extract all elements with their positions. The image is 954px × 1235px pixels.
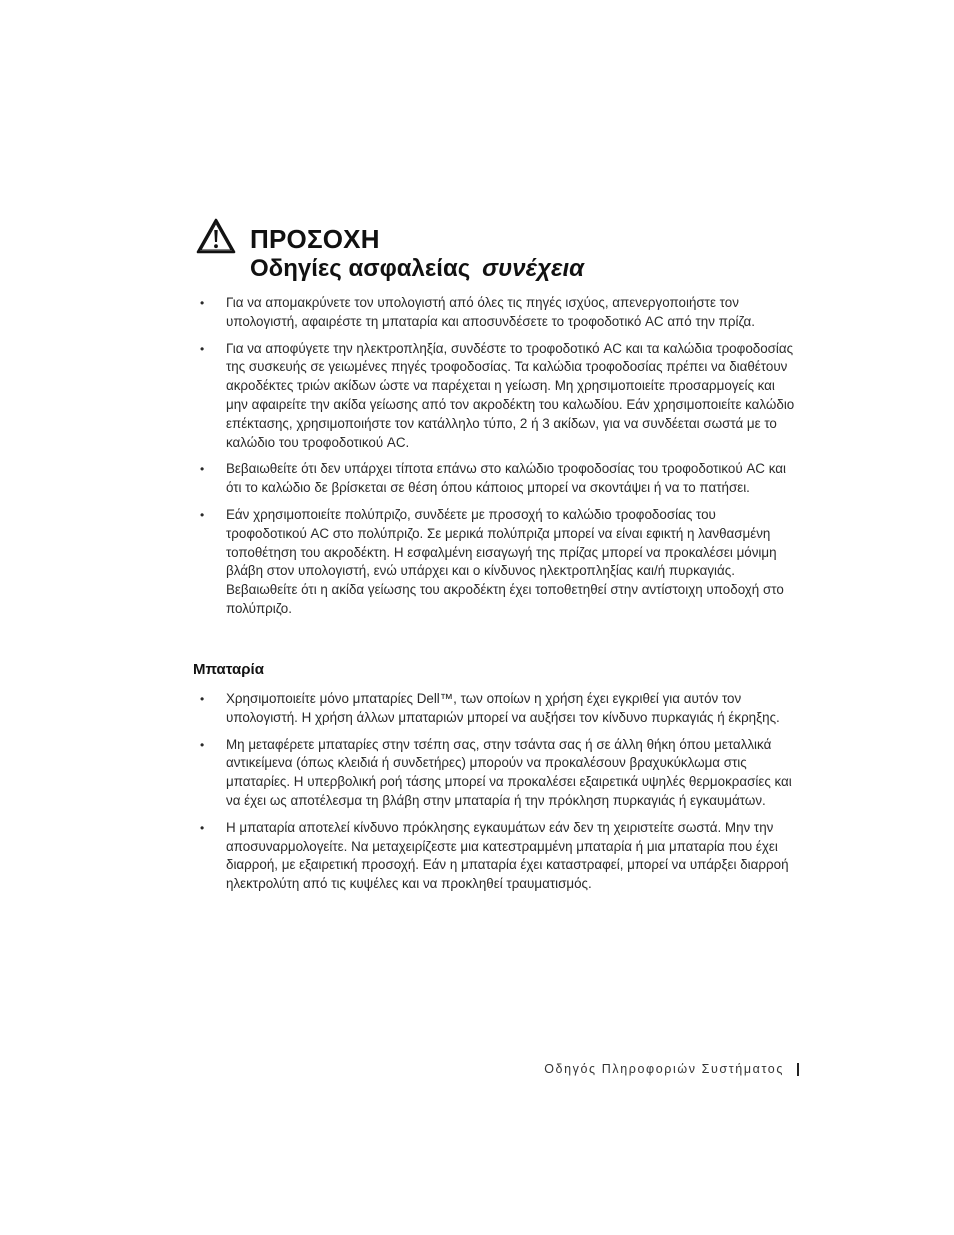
list-item (200, 506, 800, 619)
bullet-icon: • (200, 296, 205, 310)
list-item-text: Χρησιμοποιείτε μόνο μπαταρίες Dell™, των οποίων η χρήση έχει εγκριθεί για αυτόν τον υπολογιστή. Η χρήση άλλων μπαταριών μπορεί να αυξήσει τον κίνδυνο πυρκαγιάς ή έκρηξης. (226, 691, 780, 725)
bullet-icon: • (200, 507, 205, 522)
bullet-icon: • (200, 341, 205, 356)
footer-divider (797, 1063, 799, 1076)
battery-section-title: Μπαταρία (193, 661, 264, 678)
continued-label: συνέχεια (482, 255, 585, 282)
list-item (200, 460, 800, 498)
warning-triangle-icon (196, 218, 236, 254)
bullet-icon: • (200, 692, 205, 706)
list-item-text: Η μπαταρία αποτελεί κίνδυνο πρόκλησης εγκαυμάτων εάν δεν τη χειριστείτε σωστά. Μην την αποσυναρμολογείτε. Να μεταχειρίζεστε μια κατεστραμμένη μπαταρία ή μια μπαταρία που έχει διαρροή, με εξαιρετική προσοχή. Εάν η μπαταρία έχει καταστραφεί, μπορεί να υπάρξει διαρροή ηλεκτρολύτη από τις κυψέλες και να προκληθεί τραυματισμός. (226, 819, 789, 892)
battery-bullet-list (200, 690, 800, 902)
list-item (200, 294, 800, 332)
bullet-icon: • (200, 820, 205, 835)
bullet-icon: • (200, 462, 205, 477)
list-item (200, 736, 800, 811)
list-item-text: Εάν χρησιμοποιείτε πολύπριζο, συνδέετε με προσοχή το καλώδιο τροφοδοσίας του τροφοδοτικού AC στο πολύπριζο. Σε μερικά πολύπριζα μπορεί να είναι εφικτή η λανθασμένη τοποθέτηση του ακροδέκτη. Η εσφαλμένη εισαγωγή της πρίζας μπορεί να προκαλέσει μόνιμη βλάβη στον υπολογιστή, ενώ υπάρχει και ο κίνδυνος ηλεκτροπληξίας και/ή πυρκαγιάς. Βεβαιωθείτε ότι η ακίδα γείωσης του ακροδέκτη έχει τοποθετηθεί στην αντίστοιχη υποδοχή στο πολύπριζο. (226, 506, 784, 616)
list-item-text: Μη μεταφέρετε μπαταρίες στην τσέπη σας, στην τσάντα σας ή σε άλλη θήκη όπου μεταλλικά αντικείμενα (όπως κλειδιά ή συνδετήρες) μπορούν να προκαλέσουν βραχυκύκλωμα στις μπαταρίες. Η υπερβολική ροή τάσης μπορεί να προκαλέσει εξαιρετικά υψηλές θερμοκρασίες και να έχει ως αποτέλεσμα τη βλάβη στην μπαταρία ή την πρόκληση πυρκαγιάς ή εγκαυμάτων. (226, 736, 792, 808)
subtitle-text: Οδηγίες ασφαλείας (250, 255, 471, 282)
safety-bullet-list (200, 294, 800, 627)
list-item-text: Για να αποφύγετε την ηλεκτροπληξία, συνδέστε το τροφοδοτικό AC και τα καλώδια τροφοδοσίας της συσκευής σε γειωμένες πηγές τροφοδοσίας. Τα καλώδια τροφοδοσίας πρέπει να διαθέτουν ακροδέκτες τριών ακίδων ώστε να παρέχεται η γείωση. Μη χρησιμοποιείτε προσαρμογείς και μην αφαιρείτε την ακίδα γείωσης από τον ακροδέκτη του καλωδίου. Εάν χρησιμοποιείτε καλώδιο επέκτασης, χρησιμοποιήστε τον κατάλληλο τύπο, 2 ή 3 ακίδων, για να συνδέεται σωστά με το καλώδιο του τροφοδοτικού AC. (226, 340, 795, 450)
page-footer: Οδηγός Πληροφοριών Συστήματος (544, 1062, 784, 1076)
page-heading (250, 224, 584, 284)
caution-title: ΠΡΟΣΟΧΗ (250, 224, 380, 254)
list-item-text: Βεβαιωθείτε ότι δεν υπάρχει τίποτα επάνω στο καλώδιο τροφοδοσίας του τροφοδοτικού AC και ότι το καλώδιο δε βρίσκεται σε θέση όπου κάποιος μπορεί να σκοντάψει ή να το πατήσει. (226, 461, 786, 496)
bullet-icon: • (200, 737, 205, 752)
list-item (200, 690, 800, 728)
list-item-text: Για να απομακρύνετε τον υπολογιστή από όλες τις πηγές ισχύος, απενεργοποιήστε τον υπολογιστή, αφαιρέστε τη μπαταρία και αποσυνδέσετε το τροφοδοτικό AC από την πρίζα. (226, 295, 755, 329)
list-item (200, 340, 800, 453)
list-item (200, 819, 800, 894)
safety-instructions-subtitle (250, 254, 584, 284)
